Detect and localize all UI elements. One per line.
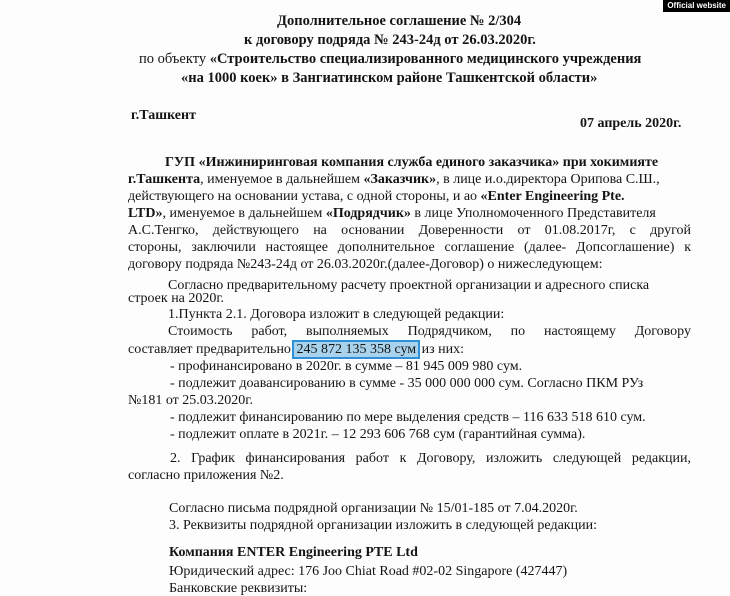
agreement-title: Дополнительное соглашение № 2/304	[277, 13, 522, 29]
bullet-advance: - подлежит доавансированию в сумме - 35 000 000 000 сум. Согласно ПКМ РУз	[170, 376, 644, 391]
contractor-role: «Подрядчик»	[325, 206, 411, 221]
clause-2-line-2: согласно приложения №2.	[128, 468, 284, 483]
cost-suffix: из них:	[418, 342, 465, 357]
contractor-text: , именуемое в дальнейшем	[162, 206, 326, 221]
clause-3-heading: 3. Реквизиты подрядной организации изложить в следующей редакции:	[169, 518, 597, 533]
object-prefix: по объекту	[139, 51, 210, 67]
contract-reference: к договору подряда № 243-24д от 26.03.2020г.	[244, 32, 536, 48]
preamble-line-7: договору подряда №243-24д от 26.03.2020г.(далее-Договор) о нижеследующем:	[128, 257, 603, 272]
contractor-name-end: LTD»	[128, 206, 163, 221]
customer-name: ГУП «Инжиниринговая компания служба единого заказчика» при хокимияте	[165, 155, 659, 170]
object-name: «Строительство специализированного медицинского учреждения	[209, 51, 642, 67]
contractor-name: «Enter Engineering Pte.	[480, 189, 625, 204]
city: г.Ташкент	[131, 108, 196, 123]
customer-director: , в лице и.о.директора Орипова С.Ш.,	[436, 172, 660, 187]
agreement-date: 07 апрель 2020г.	[580, 116, 682, 131]
official-website-badge: Official website	[663, 0, 730, 12]
clause-intro-line-1: Согласно предварительному расчету проектной организации и адресного списка	[168, 278, 650, 293]
clause-2-line-1: 2. График финансирования работ к Договору, изложить следующей редакции,	[170, 451, 691, 466]
object-name-continued: «на 1000 коек» в Зангиатинском районе Ташкентской области»	[181, 70, 598, 86]
contractor-letter: Согласно письма подрядной организации № 15/01-185 от 7.04.2020г.	[169, 501, 578, 516]
clause-intro-line-2: строек на 2020г.	[128, 291, 225, 306]
object-line	[139, 51, 641, 67]
customer-text: , именуемое в дальнейшем	[200, 172, 364, 187]
bullet-payment-2021: - подлежит оплате в 2021г. – 12 293 606 768 сум (гарантийная сумма).	[170, 427, 586, 442]
customer-city: г.Ташкента	[128, 172, 201, 187]
preamble-line-2	[128, 172, 660, 188]
company-address: Юридический адрес: 176 Joo Chiat Road #02-02 Singapore (427447)	[169, 564, 568, 579]
bullet-financing: - подлежит финансированию по мере выделения средств – 116 633 518 610 сум.	[170, 410, 646, 425]
bullet-financed: - профинансировано в 2020г. в сумме – 81 945 009 980 сум.	[170, 359, 523, 374]
preamble-line-6: стороны, заключили настоящее дополнительное соглашение (далее- Допсоглашение) к	[128, 240, 691, 255]
preamble-line-4	[128, 206, 656, 222]
clause-1-heading: 1.Пункта 2.1. Договора изложит в следующей редакции:	[168, 307, 505, 322]
highlighted-total-amount: 245 872 135 358 сум	[296, 342, 417, 357]
preamble-line-5: А.С.Тенгко, действующего на основании Доверенности от 01.08.2017г, с другой	[128, 223, 691, 238]
customer-role: «Заказчик»	[363, 172, 437, 187]
basis-text: действующего на основании устава, с одной стороны, и ао	[128, 189, 481, 204]
cost-prefix: составляет предварительно	[128, 342, 295, 357]
cost-line-1: Стоимость работ, выполняемых Подрядчиком, по настоящему Договору	[168, 324, 691, 339]
bank-details-label: Банковские реквизиты:	[169, 581, 308, 596]
cost-line-2	[128, 342, 464, 358]
preamble-line-3	[128, 189, 625, 205]
bullet-advance-continued: №181 от 25.03.2020г.	[128, 393, 253, 408]
company-name: Компания ENTER Engineering PTE Ltd	[169, 545, 418, 560]
contractor-representative: в лице Уполномоченного Представителя	[410, 206, 656, 221]
preamble-line-1	[165, 155, 658, 171]
